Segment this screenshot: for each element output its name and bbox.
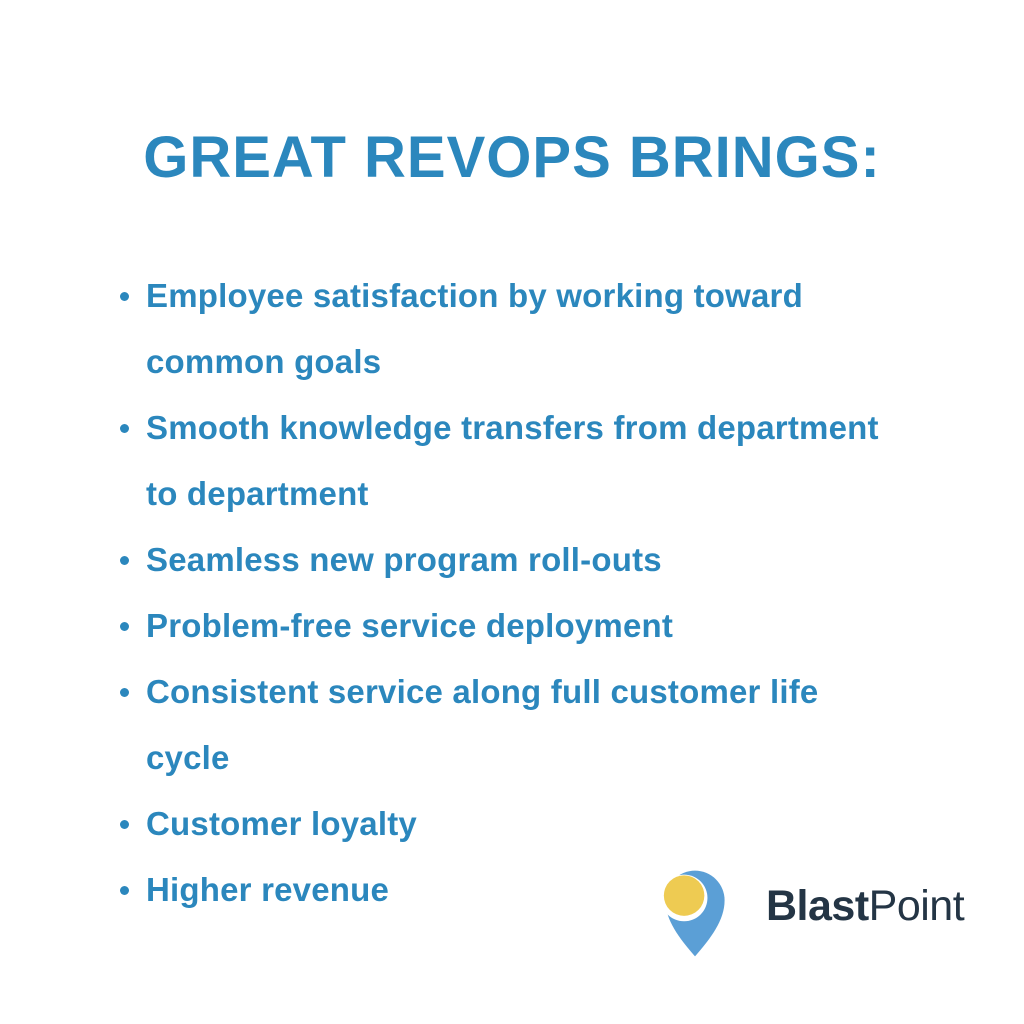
bullet-dot-icon [120,292,129,301]
list-item-line: to department [146,475,369,512]
blastpoint-logo [656,866,964,961]
list-item [146,395,966,527]
bullet-dot-icon [120,820,129,829]
wordmark-point: Point [868,882,965,930]
bullet-dot-icon [120,886,129,895]
list-item-line: Smooth knowledge transfers from department [146,409,879,446]
bullet-dot-icon [120,688,129,697]
list-item-line: Employee satisfaction by working toward [146,277,803,314]
page-title: GREAT REVOPS BRINGS: [143,125,881,190]
wordmark-blast: Blast [766,882,869,930]
list-item [146,263,966,395]
bullet-dot-icon [120,424,129,433]
list-item-line: common goals [146,343,382,380]
list-item [146,527,966,593]
benefits-list [146,263,966,923]
blastpoint-wordmark [766,882,964,945]
bullet-dot-icon [120,622,129,631]
list-item-line: cycle [146,739,230,776]
list-item-line: Higher revenue [146,871,390,908]
list-item-line: Seamless new program roll-outs [146,541,662,578]
list-item [146,659,966,791]
map-pin-sun-icon [656,866,734,961]
list-item-line: Problem-free service deployment [146,607,674,644]
list-item-line: Consistent service along full customer life [146,673,819,710]
list-item [146,593,966,659]
bullet-dot-icon [120,556,129,565]
list-item [146,791,966,857]
list-item-line: Customer loyalty [146,805,417,842]
